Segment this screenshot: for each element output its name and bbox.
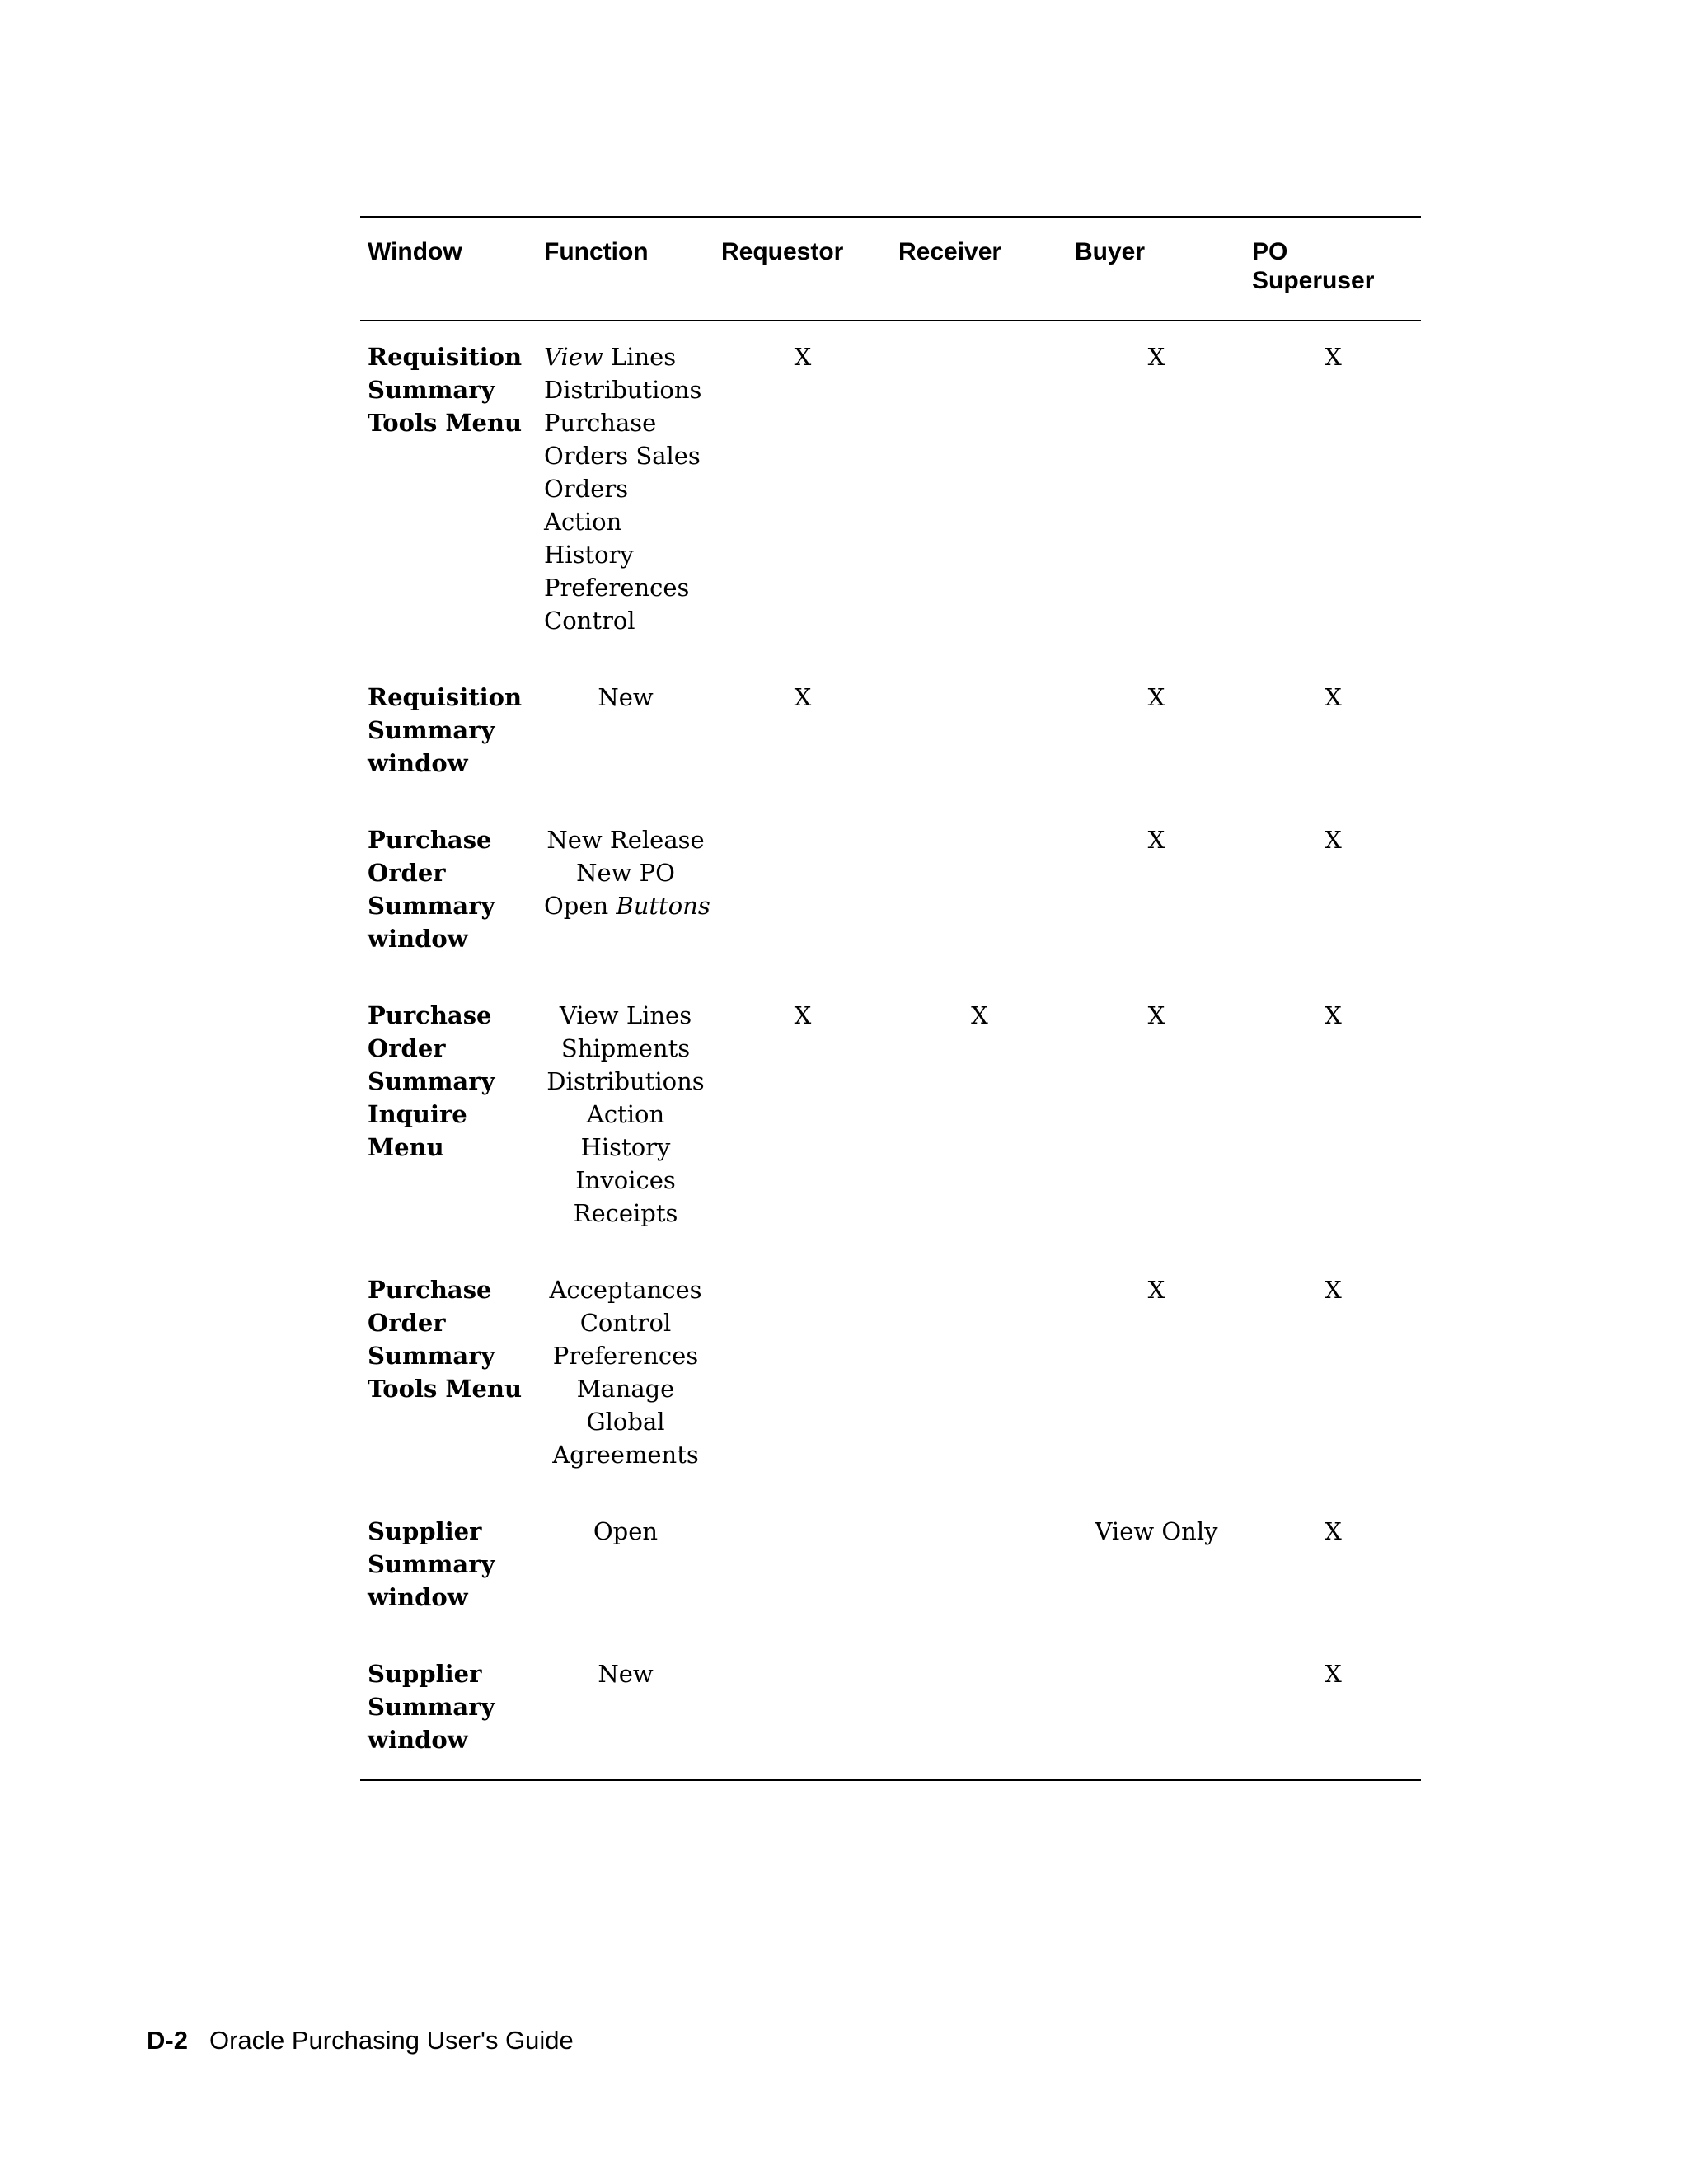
requestor-mark: X (794, 683, 812, 711)
po-superuser-mark: X (1325, 1517, 1342, 1545)
buyer-mark (1067, 1657, 1245, 1780)
po-superuser-mark: X (1325, 683, 1342, 711)
book-title: Oracle Purchasing User's Guide (209, 2026, 574, 2055)
receiver-mark (891, 1273, 1067, 1515)
requestor-mark (714, 1515, 891, 1657)
function-line: New Release (546, 826, 705, 854)
function-cell (537, 823, 714, 999)
receiver-mark (891, 681, 1067, 823)
header-requestor: Requestor (714, 217, 891, 321)
function-cell (537, 681, 714, 823)
function-line: Preferences (544, 574, 690, 602)
function-security-matrix (360, 216, 1421, 1781)
function-text-italic: View (544, 343, 603, 371)
function-cell (537, 1273, 714, 1515)
function-line: Global (586, 1408, 665, 1436)
function-line: View Lines (559, 1001, 692, 1029)
function-line: Invoices (575, 1166, 676, 1194)
table-header-row (360, 217, 1421, 321)
table-row (360, 1657, 1421, 1780)
buyer-mark: View Only (1095, 1517, 1218, 1545)
page-number: D-2 (147, 2026, 188, 2055)
function-cell (537, 1515, 714, 1657)
po-superuser-mark: X (1325, 1001, 1342, 1029)
window-cell: Requisition Summary Tools Menu (368, 343, 523, 437)
function-cell (537, 999, 714, 1273)
function-line (544, 889, 710, 922)
function-text: Lines (610, 343, 677, 371)
buyer-mark: X (1147, 826, 1165, 854)
function-line: Shipments (560, 1034, 691, 1062)
function-text-italic: Buttons (616, 892, 710, 920)
requestor-mark (714, 823, 891, 999)
window-cell: Supplier Summary window (360, 1657, 537, 1780)
receiver-mark (891, 321, 1067, 681)
receiver-mark (891, 1657, 1067, 1780)
function-line: New (598, 683, 654, 711)
table-row (360, 823, 1421, 999)
function-cell (537, 1657, 714, 1780)
function-line: Purchase (544, 409, 657, 437)
receiver-mark: X (971, 1001, 988, 1029)
function-line: Control (544, 607, 635, 635)
function-line: Orders (544, 475, 629, 503)
function-line: Agreements (552, 1441, 699, 1469)
table-row (360, 1273, 1421, 1515)
po-superuser-mark: X (1325, 343, 1342, 371)
header-buyer: Buyer (1067, 217, 1245, 321)
function-line: Preferences (552, 1342, 699, 1370)
window-cell: Requisition Summary window (368, 683, 523, 777)
function-cell (537, 321, 714, 681)
function-line: Manage (576, 1375, 675, 1403)
table-row (360, 681, 1421, 823)
function-line: Receipts (573, 1199, 678, 1227)
function-line: History (544, 541, 634, 569)
function-line: Acceptances (549, 1276, 702, 1304)
window-cell: Purchase Order Summary Inquire Menu (368, 1001, 495, 1161)
po-superuser-mark: X (1325, 826, 1342, 854)
function-text: Open (544, 892, 609, 920)
po-superuser-mark: X (1325, 1276, 1342, 1304)
function-line: History (580, 1133, 671, 1161)
function-line: Distributions (546, 1067, 705, 1095)
buyer-mark: X (1147, 1276, 1165, 1304)
function-line: Distributions (544, 376, 702, 404)
function-line: Action (586, 1100, 665, 1128)
receiver-mark (891, 823, 1067, 999)
buyer-mark: X (1147, 683, 1165, 711)
window-cell: Purchase Order Summary window (368, 826, 495, 953)
function-line: New (598, 1660, 654, 1688)
requestor-mark: X (794, 1001, 812, 1029)
page-footer (147, 2026, 574, 2055)
header-function: Function (537, 217, 714, 321)
function-line: Orders Sales (544, 442, 701, 470)
buyer-mark: X (1147, 343, 1165, 371)
receiver-mark (891, 1515, 1067, 1657)
buyer-mark: X (1147, 1001, 1165, 1029)
window-cell: Purchase Order Summary Tools Menu (368, 1276, 523, 1403)
function-line (544, 340, 707, 373)
function-line: Action (544, 508, 622, 536)
requestor-mark (714, 1273, 891, 1515)
header-po-superuser: PO Superuser (1245, 217, 1421, 321)
header-receiver: Receiver (891, 217, 1067, 321)
function-line: New PO (576, 859, 675, 887)
function-line: Open (593, 1517, 659, 1545)
requestor-mark (714, 1657, 891, 1780)
po-superuser-mark: X (1245, 1657, 1421, 1780)
table-row (360, 999, 1421, 1273)
header-window: Window (360, 217, 537, 321)
table-row (360, 1515, 1421, 1657)
table-row (360, 321, 1421, 681)
window-cell: Supplier Summary window (368, 1517, 495, 1611)
function-line: Control (579, 1309, 672, 1337)
requestor-mark: X (794, 343, 812, 371)
